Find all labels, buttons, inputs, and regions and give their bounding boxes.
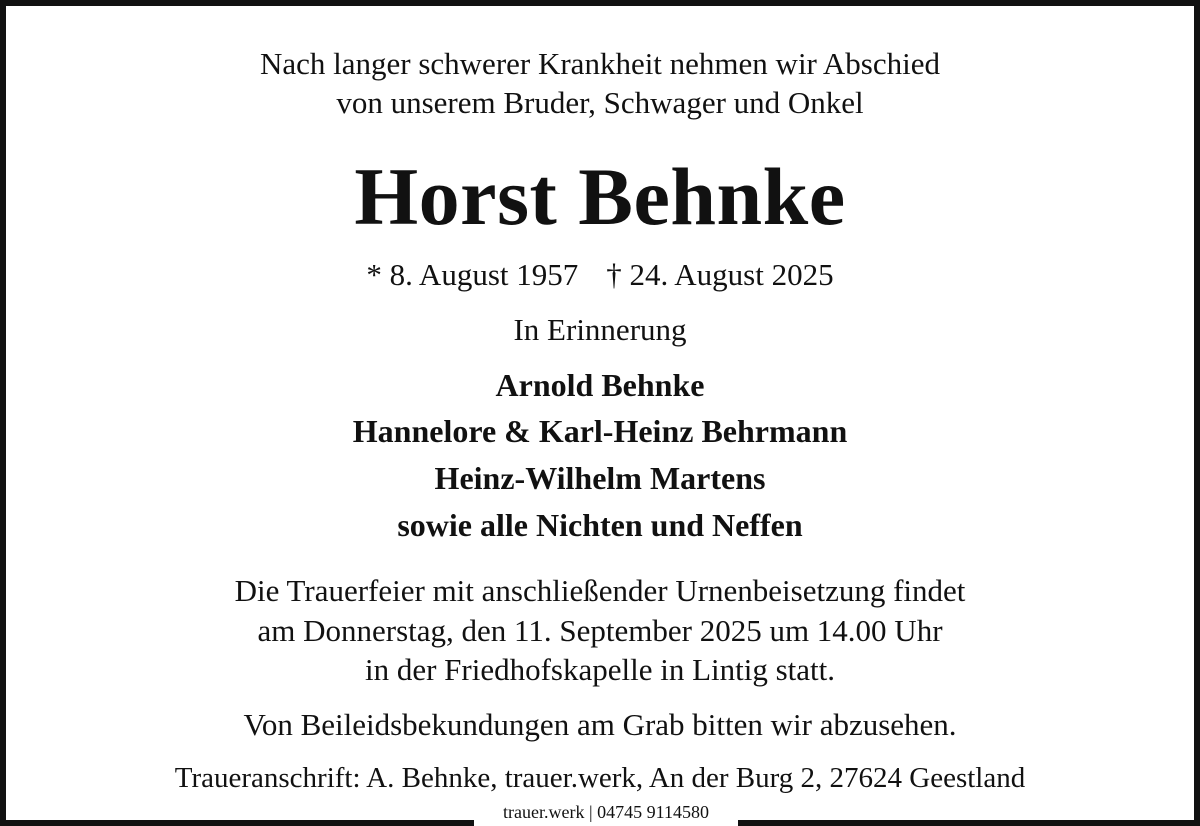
footer-contact: trauer.werk | 04745 9114580 — [474, 798, 738, 826]
mourner-name: sowie alle Nichten und Neffen — [397, 507, 803, 543]
birth-date: * 8. August 1957 — [366, 257, 579, 292]
memory-label: In Erinnerung — [513, 312, 687, 347]
condolence-note: Von Beileidsbekundungen am Grab bitten wir abzusehen. — [243, 707, 957, 742]
death-date: † 24. August 2025 — [606, 257, 834, 292]
mourner-name: Arnold Behnke — [495, 367, 705, 403]
intro-line-2: von unserem Bruder, Schwager und Onkel — [336, 85, 864, 120]
mourner-name: Hannelore & Karl-Heinz Behrmann — [352, 413, 848, 449]
mourning-address: Traueranschrift: A. Behnke, trauer.werk, An der Burg 2, 27624 Geestland — [174, 762, 1026, 794]
service-info-line: in der Friedhofskapelle in Lintig statt. — [364, 652, 836, 687]
deceased-name: Horst Behnke — [354, 151, 846, 242]
life-dates — [6, 259, 1194, 290]
mourner-name: Heinz-Wilhelm Martens — [434, 460, 766, 496]
service-info-line: Die Trauerfeier mit anschließender Urnenbeisetzung findet — [234, 573, 966, 608]
intro-line-1: Nach langer schwerer Krankheit nehmen wir Abschied — [259, 46, 941, 81]
service-info-line: am Donnerstag, den 11. September 2025 um 14.00 Uhr — [257, 613, 943, 648]
